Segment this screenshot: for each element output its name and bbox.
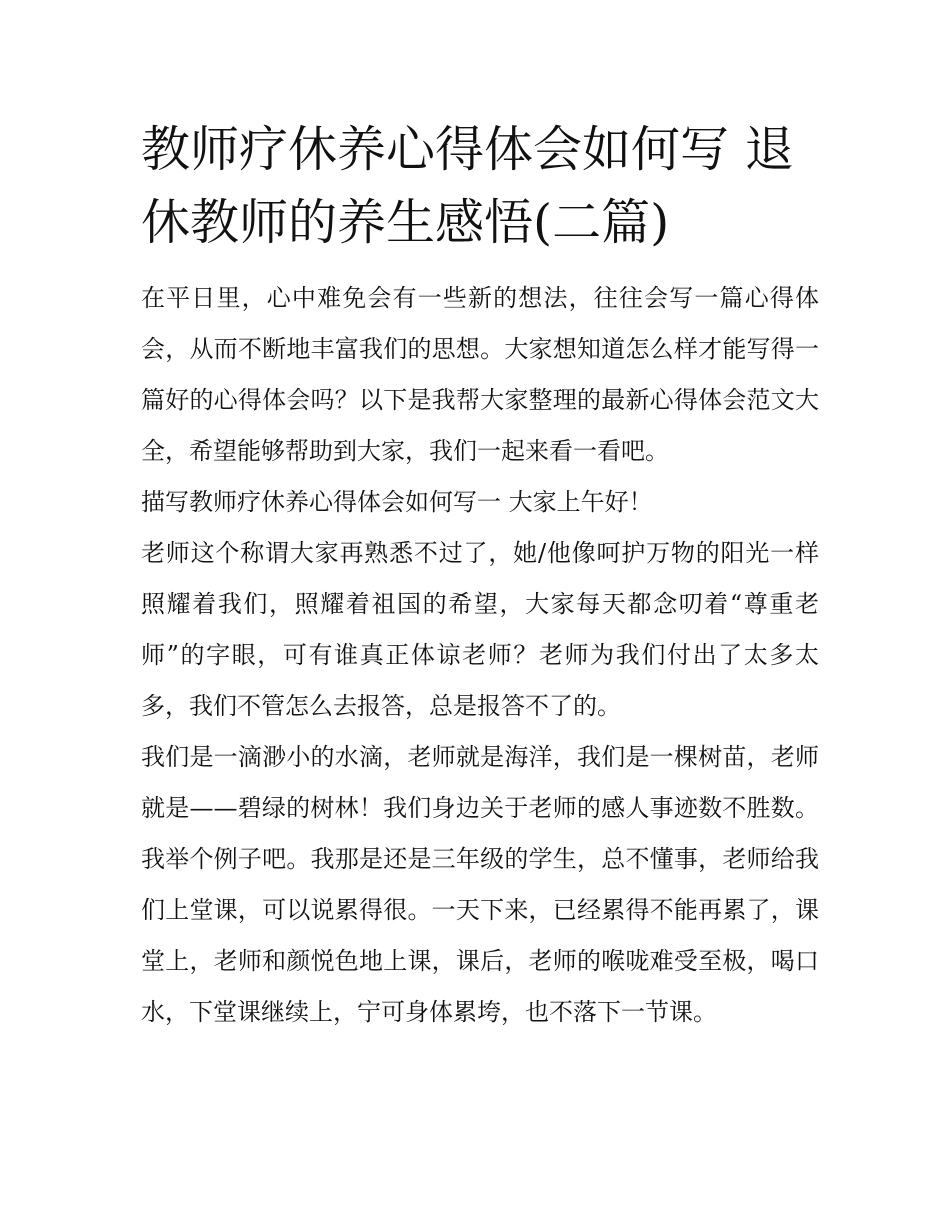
document-body [141, 273, 819, 1038]
document-title: 教师疗休养心得体会如何写 退休教师的养生感悟(二篇) [141, 121, 794, 251]
paragraph-teacher-title: 老师这个称谓大家再熟悉不过了，她/他像呵护万物的阳光一样照耀着我们，照耀着祖国的希望，大家每天都念叨着“尊重老师”的字眼，可有谁真正体谅老师？老师为我们付出了太多太多，我们不管怎么去报答，总是报答不了的。 [141, 539, 819, 720]
paragraph-teacher-story: 我们是一滴渺小的水滴，老师就是海洋，我们是一棵树苗，老师就是——碧绿的树林！我们身边关于老师的感人事迹数不胜数。我举个例子吧。我那是还是三年级的学生，总不懂事，老师给我们上堂课，可以说累得很。一天下来，已经累得不能再累了，课堂上，老师和颜悦色地上课，课后，老师的喉咙难受至极，喝口水，下堂课继续上，宁可身体累垮，也不落下一节课。 [141, 743, 819, 1026]
paragraph-intro: 在平日里，心中难免会有一些新的想法，往往会写一篇心得体会，从而不断地丰富我们的思想。大家想知道怎么样才能写得一篇好的心得体会吗？以下是我帮大家整理的最新心得体会范文大全，希望能够帮助到大家，我们一起来看一看吧。 [141, 284, 819, 465]
paragraph-subheading: 描写教师疗休养心得体会如何写一 大家上午好！ [141, 488, 653, 516]
